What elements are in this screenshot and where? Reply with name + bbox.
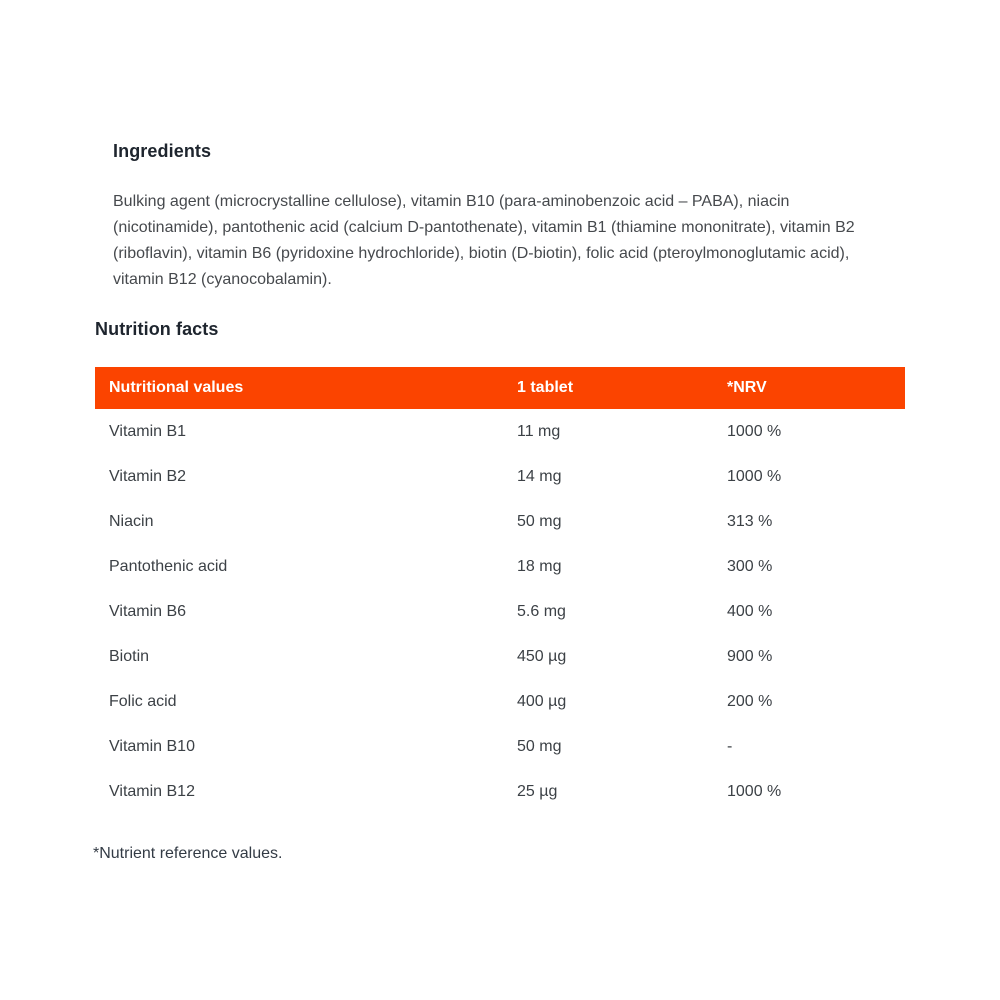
nutrient-amount: 5.6 mg [517,602,566,620]
nutrition-table [95,367,905,814]
header-per-tablet: 1 tablet [517,379,574,396]
nutrient-amount: 18 mg [517,557,562,575]
table-row [95,544,905,589]
nutrient-nrv: 313 % [727,512,773,530]
header-nrv: *NRV [727,379,767,396]
ingredients-heading: Ingredients [113,141,212,161]
nutrient-name: Pantothenic acid [109,557,228,575]
nutrient-nrv: 1000 % [727,467,782,485]
ingredients-text: Bulking agent (microcrystalline cellulose), vitamin B10 (para-aminobenzoic acid – PABA), niacin (nicotinamide), pantothenic acid (calcium D-pantothenate), vitamin B1 (thiamine mononitrate), vitamin B2 (riboflavin), vitamin B6 (pyridoxine hydrochloride), biotin (D-biotin), folic acid (pteroylmonoglutamic acid), vitamin B12 (cyanocobalamin). [113,193,855,288]
table-row [95,499,905,544]
nutrient-amount: 25 µg [517,782,558,800]
nutrient-nrv: 200 % [727,692,773,710]
header-nutritional-values: Nutritional values [109,379,244,396]
nutrient-nrv: 900 % [727,647,773,665]
nutrient-name: Vitamin B10 [109,737,195,755]
nutrient-name: Biotin [109,647,150,665]
nutrient-nrv: 1000 % [727,782,782,800]
table-row [95,724,905,769]
nutrient-name: Vitamin B6 [109,602,187,620]
nutrient-amount: 50 mg [517,737,562,755]
nutrient-amount: 450 µg [517,647,567,665]
nutrient-name: Vitamin B12 [109,782,195,800]
nutrient-name: Folic acid [109,692,177,710]
nutrient-name: Vitamin B1 [109,422,187,440]
nutrient-nrv: 1000 % [727,422,782,440]
nutrition-table-body [95,409,905,814]
nutrient-name: Niacin [109,512,154,530]
nutrient-amount: 400 µg [517,692,567,710]
table-row [95,589,905,634]
table-row [95,634,905,679]
nutrition-table-header-row [95,367,905,409]
nutrient-nrv: - [727,737,733,755]
table-row [95,454,905,499]
nutrient-nrv: 300 % [727,557,773,575]
table-row [95,679,905,724]
nutrition-facts-heading: Nutrition facts [95,319,219,339]
nutrient-amount: 14 mg [517,467,562,485]
nutrient-name: Vitamin B2 [109,467,187,485]
table-row [95,769,905,814]
nrv-footnote: *Nutrient reference values. [93,845,283,862]
nutrient-nrv: 400 % [727,602,773,620]
table-row [95,409,905,454]
nutrient-amount: 11 mg [517,422,561,440]
nutrient-amount: 50 mg [517,512,562,530]
